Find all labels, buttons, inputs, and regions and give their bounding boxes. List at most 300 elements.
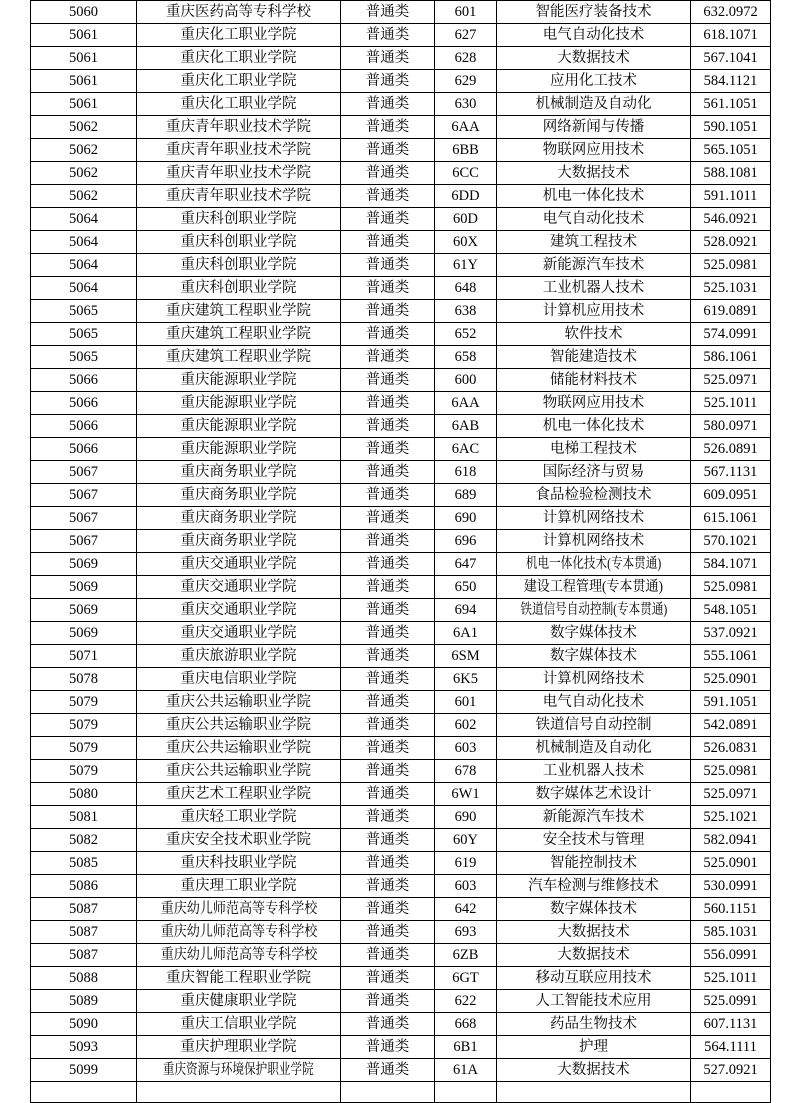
cell-major-code: 60D <box>435 208 497 231</box>
cell-category: 普通类 <box>341 944 435 967</box>
cell-major-name: 机电一体化技术 <box>497 185 691 208</box>
table-row <box>31 47 771 70</box>
cell-major-name: 建设工程管理(专本贯通) <box>497 576 691 599</box>
cell-major-name: 工业机器人技术 <box>497 760 691 783</box>
cell-score: 528.0921 <box>691 231 771 254</box>
cell-category: 普通类 <box>341 852 435 875</box>
cell-score: 561.1051 <box>691 93 771 116</box>
cell-major-code: 622 <box>435 990 497 1013</box>
cell-school-name: 重庆公共运输职业学院 <box>137 737 341 760</box>
cell-school-name: 重庆安全技术职业学院 <box>137 829 341 852</box>
table-row <box>31 415 771 438</box>
cell-school-name: 重庆青年职业技术学院 <box>137 185 341 208</box>
cell-major-code: 629 <box>435 70 497 93</box>
cell-major-name: 大数据技术 <box>497 1059 691 1082</box>
cell-major-name: 物联网应用技术 <box>497 139 691 162</box>
cell-score: 584.1121 <box>691 70 771 93</box>
cell-school-code: 5064 <box>31 277 137 300</box>
cell-major-code: 6GT <box>435 967 497 990</box>
cell-category: 普通类 <box>341 530 435 553</box>
cell-category: 普通类 <box>341 668 435 691</box>
cell-major-code: 603 <box>435 875 497 898</box>
table-row <box>31 162 771 185</box>
table-row <box>31 691 771 714</box>
cell-school-name: 重庆交通职业学院 <box>137 576 341 599</box>
cell-major-name: 机械制造及自动化 <box>497 737 691 760</box>
table-row <box>31 714 771 737</box>
cell-score: 619.0891 <box>691 300 771 323</box>
cell-major-code: 689 <box>435 484 497 507</box>
cell-school-code: 5085 <box>31 852 137 875</box>
cell-major-code: 6AB <box>435 415 497 438</box>
table-row <box>31 185 771 208</box>
cell-school-name: 重庆艺术工程职业学院 <box>137 783 341 806</box>
table-row <box>31 645 771 668</box>
cell-school-code: 5066 <box>31 392 137 415</box>
cell-major-code: 618 <box>435 461 497 484</box>
cell-school-code: 5069 <box>31 622 137 645</box>
table-row <box>31 323 771 346</box>
cell-major-code: 6BB <box>435 139 497 162</box>
cell-category: 普通类 <box>341 875 435 898</box>
table-row <box>31 668 771 691</box>
cell-major-name: 国际经济与贸易 <box>497 461 691 484</box>
cell-score: 525.0971 <box>691 783 771 806</box>
cell-category: 普通类 <box>341 760 435 783</box>
cell-school-name: 重庆青年职业技术学院 <box>137 139 341 162</box>
cell-major-code: 6W1 <box>435 783 497 806</box>
cell-category: 普通类 <box>341 461 435 484</box>
cell-major-code: 678 <box>435 760 497 783</box>
cell-major-code: 694 <box>435 599 497 622</box>
cell-school-code: 5064 <box>31 231 137 254</box>
cell-school-code: 5079 <box>31 691 137 714</box>
cell-school-code: 5066 <box>31 438 137 461</box>
cell-school-code: 5065 <box>31 300 137 323</box>
cell-school-code: 5067 <box>31 484 137 507</box>
cell-category: 普通类 <box>341 277 435 300</box>
cell-school-name: 重庆公共运输职业学院 <box>137 714 341 737</box>
table-row <box>31 369 771 392</box>
table-row <box>31 1 771 24</box>
cell-major-code: 690 <box>435 806 497 829</box>
table-row <box>31 576 771 599</box>
cell-category: 普通类 <box>341 162 435 185</box>
cell-major-name: 网络新闻与传播 <box>497 116 691 139</box>
cell-major-code: 693 <box>435 921 497 944</box>
cell-score: 632.0972 <box>691 1 771 24</box>
cell-category: 普通类 <box>341 438 435 461</box>
cell-school-code: 5066 <box>31 369 137 392</box>
cell-score: 537.0921 <box>691 622 771 645</box>
cell-school-code: 5061 <box>31 70 137 93</box>
cell-major-name: 汽车检测与维修技术 <box>497 875 691 898</box>
cell-school-code: 5087 <box>31 944 137 967</box>
table-row <box>31 806 771 829</box>
cell-major-name: 食品检验检测技术 <box>497 484 691 507</box>
cell-school-code: 5062 <box>31 162 137 185</box>
cell-score: 542.0891 <box>691 714 771 737</box>
cell-major-code: 668 <box>435 1013 497 1036</box>
cell-major-code: 650 <box>435 576 497 599</box>
cell-major-name: 大数据技术 <box>497 162 691 185</box>
cell-school-code: 5086 <box>31 875 137 898</box>
table-row <box>31 461 771 484</box>
cell-major-name: 安全技术与管理 <box>497 829 691 852</box>
cell-category: 普通类 <box>341 898 435 921</box>
cell-score: 556.0991 <box>691 944 771 967</box>
table-row <box>31 1013 771 1036</box>
cell-major-code: 60Y <box>435 829 497 852</box>
cell-category: 普通类 <box>341 24 435 47</box>
cell-school-code: 5093 <box>31 1036 137 1059</box>
cell-school-name: 重庆幼儿师范高等专科学校 <box>137 944 341 967</box>
cell-major-code: 6AA <box>435 392 497 415</box>
table-row <box>31 783 771 806</box>
cell-major-code: 6B1 <box>435 1036 497 1059</box>
cell-school-name: 重庆化工职业学院 <box>137 93 341 116</box>
cell-category: 普通类 <box>341 208 435 231</box>
cell-major-code: 696 <box>435 530 497 553</box>
cell-major-code: 60X <box>435 231 497 254</box>
cell-score: 607.1131 <box>691 1013 771 1036</box>
table-row <box>31 300 771 323</box>
cell-major-name: 智能控制技术 <box>497 852 691 875</box>
cell-score: 525.1011 <box>691 967 771 990</box>
table-row <box>31 24 771 47</box>
cell-major-name: 机电一体化技术(专本贯通) <box>497 553 691 576</box>
cell-score: 618.1071 <box>691 24 771 47</box>
cell-category <box>341 1082 435 1103</box>
table-row <box>31 277 771 300</box>
cell-score: 580.0971 <box>691 415 771 438</box>
cell-score: 525.0981 <box>691 576 771 599</box>
cell-major-code: 61Y <box>435 254 497 277</box>
cell-school-code: 5079 <box>31 737 137 760</box>
cell-category: 普通类 <box>341 346 435 369</box>
cell-major-code: 619 <box>435 852 497 875</box>
cell-major-name: 计算机网络技术 <box>497 530 691 553</box>
table-row <box>31 737 771 760</box>
cell-school-name: 重庆科创职业学院 <box>137 254 341 277</box>
cell-score: 546.0921 <box>691 208 771 231</box>
cell-major-name: 数字媒体技术 <box>497 622 691 645</box>
cell-major-name: 智能医疗装备技术 <box>497 1 691 24</box>
cell-school-name: 重庆青年职业技术学院 <box>137 116 341 139</box>
cell-category: 普通类 <box>341 691 435 714</box>
cell-major-code: 647 <box>435 553 497 576</box>
cell-score: 574.0991 <box>691 323 771 346</box>
cell-school-name: 重庆健康职业学院 <box>137 990 341 1013</box>
cell-score: 585.1031 <box>691 921 771 944</box>
cell-score: 560.1151 <box>691 898 771 921</box>
admission-scores-table <box>30 0 771 1103</box>
cell-category: 普通类 <box>341 553 435 576</box>
cell-school-code: 5061 <box>31 24 137 47</box>
cell-major-code: 6CC <box>435 162 497 185</box>
cell-category: 普通类 <box>341 921 435 944</box>
cell-school-name: 重庆公共运输职业学院 <box>137 691 341 714</box>
cell-score: 525.0971 <box>691 369 771 392</box>
table-row <box>31 231 771 254</box>
cell-major-code: 630 <box>435 93 497 116</box>
cell-major-name: 大数据技术 <box>497 921 691 944</box>
cell-school-code: 5078 <box>31 668 137 691</box>
cell-school-code: 5064 <box>31 208 137 231</box>
cell-school-code: 5062 <box>31 116 137 139</box>
cell-school-name: 重庆轻工职业学院 <box>137 806 341 829</box>
cell-major-name: 电气自动化技术 <box>497 24 691 47</box>
cell-school-name: 重庆科创职业学院 <box>137 231 341 254</box>
cell-category: 普通类 <box>341 116 435 139</box>
cell-school-code: 5079 <box>31 760 137 783</box>
cell-major-name <box>497 1082 691 1103</box>
cell-major-code: 6A1 <box>435 622 497 645</box>
cell-major-code: 638 <box>435 300 497 323</box>
table-row <box>31 484 771 507</box>
cell-school-name: 重庆交通职业学院 <box>137 599 341 622</box>
cell-school-code: 5069 <box>31 599 137 622</box>
cell-category: 普通类 <box>341 1 435 24</box>
cell-major-code <box>435 1082 497 1103</box>
cell-school-name: 重庆青年职业技术学院 <box>137 162 341 185</box>
table-row <box>31 852 771 875</box>
cell-major-code: 6AA <box>435 116 497 139</box>
cell-school-code: 5061 <box>31 93 137 116</box>
cell-major-code: 6AC <box>435 438 497 461</box>
cell-category: 普通类 <box>341 990 435 1013</box>
cell-school-code: 5065 <box>31 346 137 369</box>
table-row <box>31 93 771 116</box>
cell-major-name: 机械制造及自动化 <box>497 93 691 116</box>
cell-major-code: 6K5 <box>435 668 497 691</box>
cell-category: 普通类 <box>341 806 435 829</box>
cell-major-code: 601 <box>435 1 497 24</box>
cell-category: 普通类 <box>341 829 435 852</box>
cell-school-name: 重庆建筑工程职业学院 <box>137 346 341 369</box>
cell-category: 普通类 <box>341 323 435 346</box>
cell-school-name: 重庆建筑工程职业学院 <box>137 300 341 323</box>
cell-category: 普通类 <box>341 507 435 530</box>
cell-major-name: 数字媒体技术 <box>497 898 691 921</box>
cell-score: 526.0831 <box>691 737 771 760</box>
cell-major-name: 数字媒体技术 <box>497 645 691 668</box>
cell-score: 590.1051 <box>691 116 771 139</box>
cell-category: 普通类 <box>341 1013 435 1036</box>
cell-school-code: 5062 <box>31 139 137 162</box>
table-row <box>31 599 771 622</box>
cell-major-name: 应用化工技术 <box>497 70 691 93</box>
cell-score: 584.1071 <box>691 553 771 576</box>
cell-school-name: 重庆幼儿师范高等专科学校 <box>137 921 341 944</box>
cell-major-code: 6SM <box>435 645 497 668</box>
cell-score: 591.1011 <box>691 185 771 208</box>
cell-score: 525.1031 <box>691 277 771 300</box>
cell-school-code: 5062 <box>31 185 137 208</box>
cell-major-code: 652 <box>435 323 497 346</box>
cell-school-code: 5065 <box>31 323 137 346</box>
cell-category: 普通类 <box>341 645 435 668</box>
cell-score: 555.1061 <box>691 645 771 668</box>
cell-category: 普通类 <box>341 369 435 392</box>
cell-major-name: 电气自动化技术 <box>497 208 691 231</box>
cell-major-name: 新能源汽车技术 <box>497 254 691 277</box>
table-row-empty <box>31 1082 771 1103</box>
cell-school-name: 重庆理工职业学院 <box>137 875 341 898</box>
cell-category: 普通类 <box>341 93 435 116</box>
cell-school-code: 5079 <box>31 714 137 737</box>
cell-major-name: 大数据技术 <box>497 944 691 967</box>
cell-school-name: 重庆旅游职业学院 <box>137 645 341 668</box>
cell-school-code: 5064 <box>31 254 137 277</box>
table-row <box>31 1036 771 1059</box>
cell-category: 普通类 <box>341 254 435 277</box>
cell-major-name: 电梯工程技术 <box>497 438 691 461</box>
cell-school-code: 5071 <box>31 645 137 668</box>
cell-school-code: 5060 <box>31 1 137 24</box>
cell-score: 609.0951 <box>691 484 771 507</box>
cell-school-code: 5080 <box>31 783 137 806</box>
cell-category: 普通类 <box>341 392 435 415</box>
cell-major-code: 6ZB <box>435 944 497 967</box>
cell-category: 普通类 <box>341 783 435 806</box>
cell-category: 普通类 <box>341 1059 435 1082</box>
cell-school-name: 重庆医药高等专科学校 <box>137 1 341 24</box>
cell-major-code: 61A <box>435 1059 497 1082</box>
cell-category: 普通类 <box>341 185 435 208</box>
cell-major-code: 658 <box>435 346 497 369</box>
cell-school-name: 重庆商务职业学院 <box>137 507 341 530</box>
cell-score: 525.0981 <box>691 254 771 277</box>
cell-category: 普通类 <box>341 300 435 323</box>
cell-category: 普通类 <box>341 484 435 507</box>
table-row <box>31 254 771 277</box>
cell-school-name <box>137 1082 341 1103</box>
table-row <box>31 829 771 852</box>
cell-score: 564.1111 <box>691 1036 771 1059</box>
cell-score: 525.0901 <box>691 852 771 875</box>
table-row <box>31 1059 771 1082</box>
cell-category: 普通类 <box>341 415 435 438</box>
cell-school-code: 5069 <box>31 553 137 576</box>
cell-school-name: 重庆商务职业学院 <box>137 484 341 507</box>
cell-score: 570.1021 <box>691 530 771 553</box>
cell-major-name: 电气自动化技术 <box>497 691 691 714</box>
cell-category: 普通类 <box>341 231 435 254</box>
table-row <box>31 392 771 415</box>
cell-school-code: 5089 <box>31 990 137 1013</box>
cell-school-name: 重庆能源职业学院 <box>137 415 341 438</box>
cell-major-name: 计算机网络技术 <box>497 507 691 530</box>
cell-score: 582.0941 <box>691 829 771 852</box>
cell-score: 615.1061 <box>691 507 771 530</box>
cell-school-name: 重庆交通职业学院 <box>137 622 341 645</box>
cell-score: 525.0901 <box>691 668 771 691</box>
cell-school-name: 重庆幼儿师范高等专科学校 <box>137 898 341 921</box>
cell-major-name: 软件技术 <box>497 323 691 346</box>
cell-major-name: 铁道信号自动控制 <box>497 714 691 737</box>
cell-school-code: 5061 <box>31 47 137 70</box>
table-row <box>31 208 771 231</box>
cell-major-name: 药品生物技术 <box>497 1013 691 1036</box>
cell-score: 525.0981 <box>691 760 771 783</box>
cell-major-name: 计算机应用技术 <box>497 300 691 323</box>
cell-score: 530.0991 <box>691 875 771 898</box>
cell-school-name: 重庆工信职业学院 <box>137 1013 341 1036</box>
cell-major-name: 大数据技术 <box>497 47 691 70</box>
cell-major-name: 计算机网络技术 <box>497 668 691 691</box>
cell-school-name: 重庆科创职业学院 <box>137 208 341 231</box>
cell-school-name: 重庆商务职业学院 <box>137 461 341 484</box>
cell-school-name: 重庆建筑工程职业学院 <box>137 323 341 346</box>
table-row <box>31 346 771 369</box>
cell-major-name: 建筑工程技术 <box>497 231 691 254</box>
cell-score: 548.1051 <box>691 599 771 622</box>
cell-major-code: 600 <box>435 369 497 392</box>
table-row <box>31 438 771 461</box>
cell-school-code: 5066 <box>31 415 137 438</box>
cell-score: 526.0891 <box>691 438 771 461</box>
cell-score: 527.0921 <box>691 1059 771 1082</box>
cell-major-name: 物联网应用技术 <box>497 392 691 415</box>
cell-major-name: 数字媒体艺术设计 <box>497 783 691 806</box>
cell-category: 普通类 <box>341 714 435 737</box>
cell-school-name: 重庆科创职业学院 <box>137 277 341 300</box>
table-row <box>31 875 771 898</box>
cell-school-name: 重庆公共运输职业学院 <box>137 760 341 783</box>
cell-score: 586.1061 <box>691 346 771 369</box>
table-row <box>31 139 771 162</box>
cell-school-code: 5088 <box>31 967 137 990</box>
cell-school-name: 重庆智能工程职业学院 <box>137 967 341 990</box>
table-row <box>31 760 771 783</box>
cell-major-code: 648 <box>435 277 497 300</box>
table-row <box>31 898 771 921</box>
cell-major-name: 机电一体化技术 <box>497 415 691 438</box>
cell-major-name: 人工智能技术应用 <box>497 990 691 1013</box>
table-row <box>31 921 771 944</box>
table-row <box>31 116 771 139</box>
cell-major-code: 628 <box>435 47 497 70</box>
cell-major-name: 新能源汽车技术 <box>497 806 691 829</box>
cell-major-name: 移动互联应用技术 <box>497 967 691 990</box>
cell-school-name: 重庆商务职业学院 <box>137 530 341 553</box>
cell-school-code: 5082 <box>31 829 137 852</box>
cell-school-name: 重庆能源职业学院 <box>137 369 341 392</box>
cell-school-name: 重庆化工职业学院 <box>137 70 341 93</box>
cell-school-name: 重庆科技职业学院 <box>137 852 341 875</box>
cell-major-code: 642 <box>435 898 497 921</box>
cell-school-name: 重庆能源职业学院 <box>137 438 341 461</box>
cell-category: 普通类 <box>341 967 435 990</box>
cell-school-code: 5067 <box>31 507 137 530</box>
cell-major-code: 601 <box>435 691 497 714</box>
cell-school-code: 5099 <box>31 1059 137 1082</box>
cell-major-code: 603 <box>435 737 497 760</box>
cell-category: 普通类 <box>341 47 435 70</box>
cell-school-code: 5087 <box>31 921 137 944</box>
table-row <box>31 553 771 576</box>
cell-score: 525.1021 <box>691 806 771 829</box>
cell-major-code: 602 <box>435 714 497 737</box>
cell-major-code: 6DD <box>435 185 497 208</box>
cell-school-code: 5081 <box>31 806 137 829</box>
cell-school-code: 5067 <box>31 461 137 484</box>
cell-school-name: 重庆能源职业学院 <box>137 392 341 415</box>
cell-school-name: 重庆化工职业学院 <box>137 47 341 70</box>
cell-category: 普通类 <box>341 70 435 93</box>
cell-score: 591.1051 <box>691 691 771 714</box>
